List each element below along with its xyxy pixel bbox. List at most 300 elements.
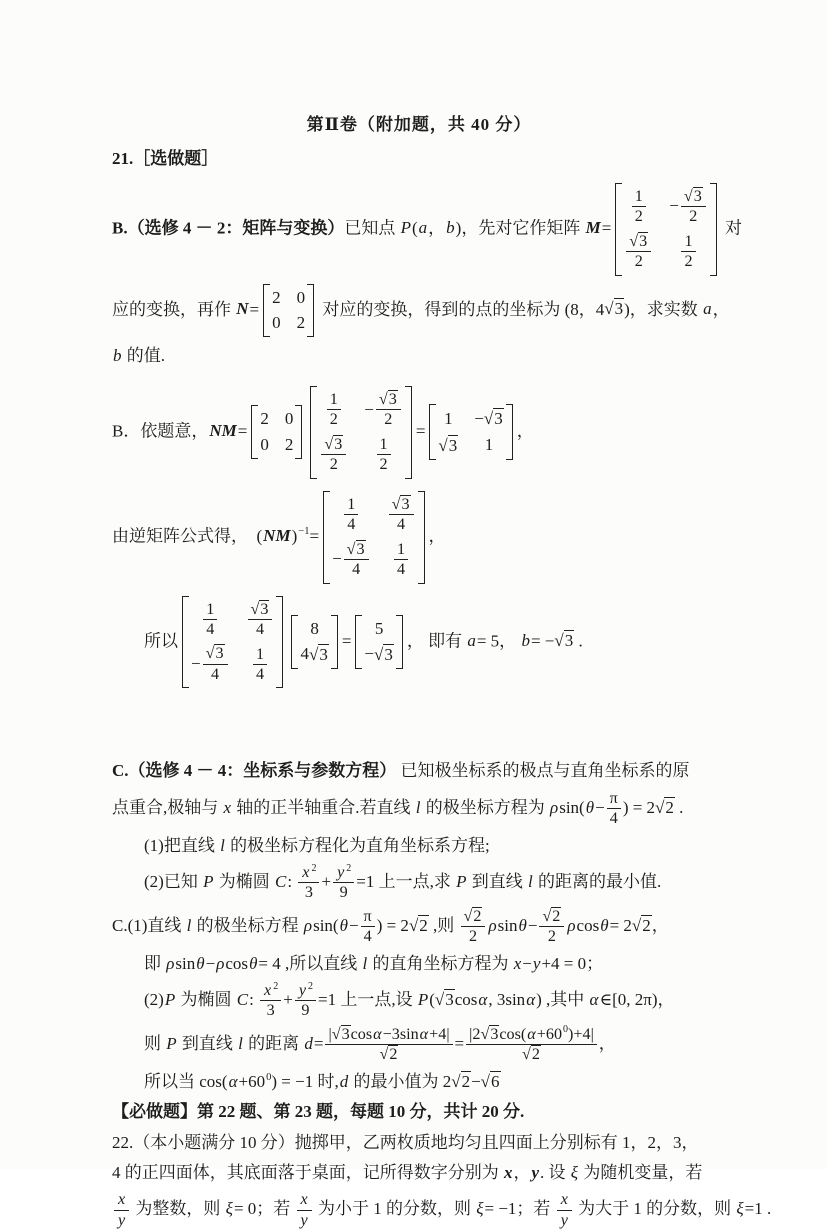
fraction-denominator: 4 (609, 810, 618, 828)
fraction-numerator (297, 1190, 312, 1210)
math-variable: M (585, 218, 601, 238)
matrix-cell (679, 232, 697, 272)
fraction-numerator (114, 1190, 129, 1210)
radicand: 6 (491, 1071, 500, 1091)
square-root (480, 1025, 499, 1045)
fraction-numerator: 1 (203, 600, 217, 620)
radicand: 3 (384, 644, 393, 664)
fraction (203, 644, 228, 684)
fraction-numerator (203, 644, 228, 665)
math-variable: ξ (476, 1198, 484, 1218)
radical-sign: √ (604, 299, 614, 319)
math-variable: θ (339, 915, 348, 935)
radicand: 2 (461, 1071, 471, 1091)
math-variable: y (532, 953, 541, 973)
text-line-6: 由逆矩阵公式得， (NM)$^{-1}$= $\frac{1}{4}$ $\frac{√3}{4}$ − $\frac{√3}{4}$ $\frac{1}{4}$ ， (112, 489, 726, 586)
math-variable: d (339, 1071, 349, 1091)
matrix-cell: 2 (296, 312, 306, 332)
radical-sign: √ (346, 540, 356, 558)
matrix-cell (375, 435, 393, 475)
fraction-numerator (248, 600, 273, 621)
radical-sign: √ (391, 495, 401, 513)
fraction-denominator: 2 (684, 253, 693, 271)
fraction (361, 907, 375, 947)
math-variable: N (236, 299, 249, 319)
radical-sign: √ (324, 435, 334, 453)
math-variable: ρ (303, 915, 313, 935)
matrix (182, 596, 283, 689)
fraction-denominator: 4 (363, 928, 372, 946)
math-variable: α (527, 1025, 536, 1043)
math-variable: d (304, 1033, 313, 1053)
matrix-cell: 0 (260, 434, 269, 454)
bold-text: 【必做题】第 22 题、第 23 题，每题 10 分，共计 20 分. (112, 1102, 525, 1122)
matrix-grid (272, 288, 305, 334)
math-variable: θ (249, 953, 258, 973)
math-variable: x (504, 1162, 513, 1182)
fraction-numerator (298, 863, 319, 883)
fraction (626, 232, 651, 272)
math-variable: a (703, 299, 712, 319)
fraction-numerator: 1 (632, 187, 646, 207)
fraction-denominator (377, 1045, 402, 1065)
matrix-cell: 1 (484, 435, 494, 455)
radical-sign: √ (631, 915, 642, 935)
math-variable: l (186, 915, 192, 935)
text-line-13: 即 ρsinθ−ρcosθ= 4 ,所以直线 l 的直角坐标方程为 x−y+4 = 0； (144, 953, 604, 973)
math-variable: θ (600, 915, 609, 935)
matrix-cell: 1 (444, 408, 453, 428)
matrix (310, 386, 411, 479)
square-root (379, 390, 398, 410)
text-line-20: $\frac{x}{y}$ 为整数，则 ξ= 0；若 $\frac{x}{y}$ 为小于 1 的分数，则 ξ= −1；若 $\frac{x}{y}$ 为大于 1 的分数，则 ξ=1 . (112, 1190, 726, 1230)
radical-sign: √ (379, 1046, 389, 1064)
radicand: 3 (494, 409, 503, 429)
fraction-denominator: 4 (255, 665, 265, 683)
radicand: 3 (490, 1025, 499, 1043)
fraction-numerator (626, 232, 651, 253)
fraction (461, 907, 486, 947)
square-root (464, 907, 483, 927)
matrix-cell (392, 540, 410, 580)
fraction (539, 907, 564, 947)
radicand: 3 (388, 390, 397, 408)
math-variable: P (417, 989, 429, 1009)
math-variable: ξ (570, 1162, 579, 1182)
fraction-numerator: 1 (327, 390, 341, 410)
radicand: 2 (419, 915, 428, 935)
fraction (344, 495, 358, 535)
square-root (632, 913, 652, 939)
matrix-cell (438, 435, 458, 456)
superscript: 2 (307, 980, 313, 992)
radicand: 3 (341, 1025, 350, 1043)
matrix (355, 615, 402, 670)
fraction-numerator: $|2√3\cos(\alpha+60^0)+4|$ (466, 1025, 597, 1046)
fraction (297, 1190, 312, 1230)
fraction-denominator: 4 (211, 666, 220, 684)
radicand: 3 (639, 232, 648, 250)
text-line-1 (112, 146, 726, 172)
radical-sign: √ (250, 600, 260, 618)
fraction-denominator: 3 (266, 1002, 275, 1020)
radicand: 2 (642, 915, 651, 935)
superscript: 2 (273, 980, 279, 992)
matrix-grid (319, 390, 402, 475)
bold-text: C. (112, 761, 129, 781)
bold-text: 21.［选做题］ (112, 149, 219, 169)
math-variable: y (531, 1162, 540, 1182)
fraction-denominator: 2 (468, 928, 478, 946)
math-variable: ρ (216, 953, 225, 973)
radical-sign: √ (542, 907, 552, 925)
fraction (394, 540, 408, 580)
square-root (655, 795, 675, 821)
text-line-2: B.（选修 4 － 2：矩阵与变换）已知点 P(a，b)，先对它作矩阵 M= $\frac{1}{2}$ − $\frac{√3}{2}$ $\frac{√3}{2}$ $\frac{1}{2}$ 对 (112, 181, 726, 278)
fraction-denominator: 9 (301, 1002, 310, 1020)
math-variable: y (298, 981, 306, 999)
text-line-5: B．依题意，NM= 2 0 0 2 $\frac{1}{2}$ − $\frac{√3}{2}$ $\frac{√3}{2}$ $\frac{1}{2}$ = 1 − √3 √3 1 ， (112, 384, 726, 481)
fraction-denominator: 2 (329, 411, 338, 429)
matrix-cell: − $\frac{√3}{2}$ (364, 390, 403, 430)
matrix-cell: 4 √3 (300, 644, 328, 664)
matrix-cell: − $\frac{√3}{4}$ (332, 540, 371, 580)
radicand: 2 (552, 907, 561, 925)
fraction-denominator (114, 1211, 129, 1230)
matrix-cell: 2 (260, 409, 269, 429)
square-root (554, 628, 574, 654)
fraction-numerator (260, 981, 281, 1001)
fraction-denominator: 2 (384, 411, 393, 429)
fraction (377, 435, 391, 475)
math-variable: x (300, 1191, 308, 1209)
matrix-cell (319, 435, 348, 475)
math-variable: θ (585, 797, 595, 817)
math-variable: x (223, 797, 232, 817)
text-line-17 (112, 1099, 726, 1125)
fraction-numerator: 1 (394, 540, 408, 560)
fraction (344, 540, 369, 580)
matrix-grid (624, 187, 707, 272)
math-variable: P (203, 871, 214, 891)
radical-sign: √ (438, 435, 448, 455)
math-variable: ρ (567, 915, 576, 935)
radical-sign: √ (463, 907, 473, 925)
fraction-numerator (333, 863, 354, 883)
matrix-grid (191, 600, 274, 685)
matrix-cell: − √3 (474, 408, 503, 429)
math-variable: α (526, 989, 536, 1009)
fraction-denominator: 2 (329, 456, 338, 474)
bold-text: （选修 4 － 2：矩阵与变换） (127, 218, 345, 238)
square-root (309, 644, 329, 665)
fraction (681, 232, 695, 272)
math-variable: C (236, 989, 249, 1009)
math-variable: y (300, 1211, 308, 1229)
square-root (522, 1045, 541, 1065)
radicand: 2 (473, 907, 482, 925)
text-line-10: (1)把直线 l 的极坐标方程化为直角坐标系方程; (144, 835, 490, 855)
fraction (325, 1025, 452, 1065)
superscript: 0 (266, 1072, 272, 1084)
text-line-7: 所以 $\frac{1}{4}$ $\frac{√3}{4}$ − $\frac{√3}{4}$ $\frac{1}{4}$ 8 4 √3 = 5 − √3 ， 即有 a= 5， b= −√3 . (112, 594, 726, 691)
matrix-grid (300, 619, 328, 666)
math-variable: α (419, 1025, 429, 1043)
matrix-cell (387, 495, 416, 535)
matrix-cell (624, 232, 653, 272)
matrix-cell: 2 (272, 287, 281, 307)
square-root (435, 987, 455, 1013)
math-variable: b (113, 346, 122, 366)
fraction-denominator: 2 (379, 456, 388, 474)
fraction (248, 600, 273, 640)
math-variable: l (220, 835, 225, 855)
radicand: 2 (531, 1046, 540, 1064)
math-variable: x (118, 1191, 126, 1209)
radical-sign: √ (408, 915, 419, 935)
square-root (324, 435, 343, 455)
matrix-cell: − $\frac{√3}{2}$ (669, 187, 708, 227)
fraction (295, 981, 316, 1021)
square-root (451, 1069, 471, 1095)
matrix-cell (325, 390, 343, 430)
math-variable: ξ (736, 1198, 744, 1218)
fraction (389, 495, 414, 535)
fraction-numerator (321, 435, 346, 456)
square-root (332, 1025, 351, 1045)
math-variable: P (164, 989, 176, 1009)
radicand: 2 (665, 797, 674, 817)
math-variable: θ (518, 915, 527, 935)
radicand: 3 (215, 645, 224, 663)
math-variable: l (527, 871, 533, 891)
math-variable: l (415, 797, 421, 817)
radicand: 3 (448, 435, 458, 455)
math-variable: P (400, 218, 411, 238)
math-variable: a (467, 630, 476, 650)
square-root (629, 232, 648, 252)
square-root (206, 644, 225, 664)
text-line-12: C.(1)直线 l 的极坐标方程 ρsin(θ− $\frac{\pi}{4}$ ) = 2√2 ,则 $\frac{√2}{2}$ ρsinθ− $\frac{√2}{2}$ ρcosθ= 2√2， (112, 907, 669, 946)
fraction-numerator: 1 (253, 645, 267, 665)
math-variable: α (373, 1025, 382, 1043)
text-line-3: 应的变换，再作 N= 2 0 0 2 对应的变换，得到的点的坐标为 (8，4√3)，求实数 a， (112, 282, 726, 340)
radicand: 3 (319, 644, 328, 664)
fraction (203, 600, 217, 640)
math-variable: y (560, 1211, 568, 1229)
radicand: 3 (260, 600, 269, 618)
fraction-numerator: |√3cosα−3sinα+4| (325, 1025, 452, 1046)
radical-sign: √ (554, 630, 564, 650)
radical-sign: √ (522, 1046, 531, 1064)
radicand: 2 (389, 1046, 398, 1064)
square-root (542, 907, 561, 927)
fraction-denominator: 9 (339, 884, 348, 902)
fraction-denominator (557, 1211, 572, 1230)
radical-sign: √ (683, 187, 693, 205)
text-line-8: C.（选修 4 － 4：坐标系与参数方程） 已知极坐标系的极点与直角坐标系的原 (112, 761, 690, 781)
matrix-cell (630, 187, 648, 227)
radical-sign: √ (308, 644, 319, 664)
radicand: 3 (614, 299, 624, 319)
square-root (374, 644, 394, 665)
square-root (604, 296, 624, 322)
fraction-denominator: 2 (634, 253, 643, 271)
math-variable: C (274, 871, 287, 891)
fraction-denominator: 4 (206, 621, 215, 638)
math-variable: a (418, 218, 428, 238)
fraction-numerator (344, 540, 369, 561)
square-root (481, 1069, 501, 1095)
superscript: 2 (311, 862, 317, 874)
math-variable: ρ (488, 915, 497, 935)
matrix-cell: − $\frac{√3}{4}$ (191, 644, 230, 684)
superscript: −1 (298, 526, 310, 538)
math-variable: ρ (166, 953, 175, 973)
fraction-denominator: 3 (304, 884, 313, 902)
fraction-numerator (557, 1190, 572, 1210)
square-root (251, 600, 270, 620)
text-line-18: 22.（本小题满分 10 分）抛掷甲，乙两枚质地均匀且四面上分别标有 1，2，3， (112, 1132, 699, 1152)
fraction-denominator (297, 1211, 312, 1230)
matrix (429, 404, 512, 460)
math-variable: b (521, 630, 530, 650)
square-root (380, 1045, 399, 1065)
fraction-denominator (519, 1045, 544, 1065)
fraction (253, 645, 267, 685)
fraction-denominator: 4 (397, 561, 406, 579)
matrix-cell: 0 (284, 409, 294, 429)
matrix (323, 491, 424, 584)
math-variable: ξ (225, 1198, 233, 1218)
text-line-4: b 的值. (113, 346, 165, 366)
radical-sign: √ (655, 797, 665, 817)
fraction (114, 1190, 129, 1230)
fraction-numerator: π (361, 907, 375, 927)
matrix-grid (332, 495, 415, 580)
square-root (684, 187, 703, 207)
text-line-19: 4 的正四面体，其底面落于桌面，记所得数字分别为 x，y. 设 ξ 为随机变量，若 (112, 1162, 703, 1182)
fraction-denominator: 2 (547, 928, 556, 946)
radicand: 3 (334, 435, 343, 453)
math-variable: P (456, 871, 467, 891)
math-variable: b (446, 218, 455, 238)
matrix-cell: 8 (310, 618, 319, 638)
radical-sign: √ (374, 644, 384, 664)
math-variable: x (560, 1191, 568, 1209)
math-variable: y (118, 1211, 126, 1229)
fraction-numerator (539, 907, 564, 928)
fraction-numerator (681, 187, 706, 208)
text-line-14: (2)P 为椭圆 C: $\frac{x ^2}{3}$ + $\frac{y ^2}{9}$ =1 上一点,设 P(√3cosα, 3sinα) ,其中 α∈[0, 2π)， (144, 980, 675, 1020)
matrix-grid (364, 619, 393, 666)
math-variable: NM (263, 525, 291, 545)
matrix (251, 405, 302, 459)
square-root (347, 540, 366, 560)
fraction-numerator: 1 (377, 435, 391, 455)
fraction-denominator: 2 (634, 208, 643, 226)
radical-sign: √ (629, 232, 639, 250)
matrix-cell: 0 (272, 312, 281, 332)
fraction-denominator: 2 (689, 208, 698, 226)
math-variable: α (589, 989, 599, 1009)
matrix-grid (438, 408, 503, 456)
radical-sign: √ (480, 1025, 490, 1043)
math-variable: y (337, 863, 345, 881)
fraction-denominator: 4 (347, 516, 356, 534)
fraction (327, 390, 341, 430)
fraction (321, 435, 346, 475)
matrix-cell (251, 645, 269, 685)
fraction-numerator (461, 907, 486, 928)
matrix (291, 615, 337, 670)
matrix-cell: 0 (296, 287, 306, 307)
fraction-numerator (295, 981, 316, 1001)
radical-sign: √ (451, 1071, 461, 1091)
fraction-numerator: 1 (681, 232, 695, 252)
square-root (438, 435, 458, 456)
matrix-cell (342, 495, 360, 535)
fraction-numerator: 1 (344, 495, 358, 515)
math-variable: x (302, 863, 310, 881)
math-variable: P (166, 1033, 177, 1053)
matrix (615, 183, 716, 276)
document-body (112, 146, 772, 1230)
fraction-denominator: 4 (255, 621, 265, 639)
math-variable: l (362, 953, 368, 973)
matrix-cell: 2 (284, 434, 294, 454)
fraction (260, 981, 281, 1021)
fraction (298, 863, 319, 903)
superscript: 0 (563, 1024, 569, 1036)
bold-text: B. (112, 218, 128, 238)
radical-sign: √ (378, 390, 388, 408)
fraction (632, 187, 646, 227)
math-variable: ρ (550, 797, 559, 817)
math-variable: α (228, 1071, 238, 1091)
matrix-grid (260, 409, 293, 455)
page-title: 第Ⅱ卷（附加题，共 40 分） (306, 115, 532, 134)
radical-sign: √ (434, 989, 445, 1009)
fraction (557, 1190, 572, 1230)
fraction-denominator: 4 (352, 561, 361, 579)
radical-sign: √ (480, 1071, 490, 1091)
math-variable: α (478, 989, 488, 1009)
fraction-denominator: 4 (397, 516, 406, 534)
radical-sign: √ (205, 645, 215, 663)
text-line-9: 点重合,极轴与 x 轴的正半轴重合.若直线 l 的极坐标方程为 ρsin(θ− $\frac{\pi}{4}$ ) = 2√2 . (112, 789, 684, 828)
math-variable: x (513, 953, 522, 973)
radicand: 3 (445, 989, 454, 1009)
math-variable: NM (209, 421, 237, 441)
text-line-15: 则 P 到直线 l 的距离 d= $\frac{|√3\cos\alpha-3\sin\alpha+4|}{√2}$ = $\frac{|2√3\cos(\alpha+60^0)+4|}{√2}$ ， (144, 1024, 616, 1064)
fraction-numerator: π (607, 789, 621, 809)
matrix (263, 284, 314, 338)
radical-sign: √ (331, 1025, 341, 1043)
square-root (392, 495, 411, 515)
fraction-numerator (376, 390, 401, 411)
math-variable: θ (196, 953, 205, 973)
matrix-cell: − √3 (364, 644, 393, 664)
fraction (607, 789, 621, 829)
square-root (409, 913, 429, 939)
radicand: 3 (564, 630, 574, 650)
radicand: 3 (401, 495, 410, 513)
radicand: 3 (356, 540, 365, 558)
math-variable: x (264, 981, 272, 999)
bold-text: （选修 4 － 4：坐标系与参数方程） (128, 761, 397, 781)
fraction (466, 1025, 597, 1065)
